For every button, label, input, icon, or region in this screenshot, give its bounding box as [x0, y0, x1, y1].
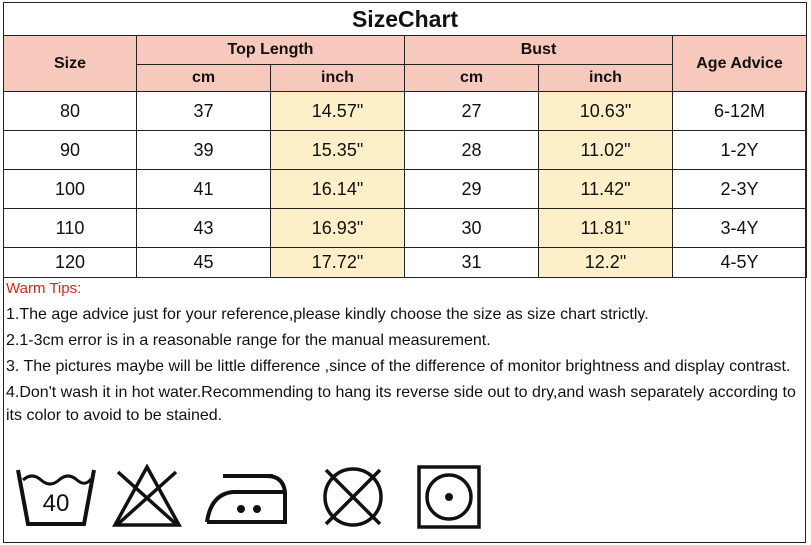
table-row: [4, 209, 807, 248]
care-icons: [0, 458, 811, 538]
tip-item: 2.1-3cm error is in a reasonable range for the manual measurement.: [6, 332, 491, 349]
table-row: [4, 92, 807, 131]
bust-inch-cell: 11.02": [539, 131, 673, 170]
age-cell: 4-5Y: [673, 248, 807, 278]
bust-cm-cell: 30: [405, 209, 539, 248]
top-inch-cell: 17.72": [271, 248, 405, 278]
top-cm-cell: 37: [137, 92, 271, 131]
wash-40-icon: [15, 464, 97, 528]
size-cell: 110: [4, 209, 137, 248]
size-chart-table: [3, 2, 807, 278]
top-cm-cell: 43: [137, 209, 271, 248]
top-inch-cell: 16.93": [271, 209, 405, 248]
top-inch-cell: 14.57": [271, 92, 405, 131]
bust-inch-cell: 11.81": [539, 209, 673, 248]
age-cell: 1-2Y: [673, 131, 807, 170]
bust-cm-cell: 28: [405, 131, 539, 170]
bust-inch-header: inch: [539, 65, 673, 92]
warm-tips-heading: Warm Tips:: [6, 280, 82, 297]
size-cell: 100: [4, 170, 137, 209]
tip-item: 1.The age advice just for your reference,please kindly choose the size as size chart strictly.: [6, 306, 649, 323]
top-inch-header: inch: [271, 65, 405, 92]
age-cell: 3-4Y: [673, 209, 807, 248]
age-cell: 6-12M: [673, 92, 807, 131]
warm-tips: [6, 277, 802, 430]
top-inch-cell: 15.35": [271, 131, 405, 170]
age-cell: 2-3Y: [673, 170, 807, 209]
size-cell: 80: [4, 92, 137, 131]
bust-inch-cell: 10.63": [539, 92, 673, 131]
wash-temp-label: 40: [42, 490, 70, 517]
bust-inch-cell: 11.42": [539, 170, 673, 209]
top-inch-cell: 16.14": [271, 170, 405, 209]
top-cm-cell: 41: [137, 170, 271, 209]
bust-cm-cell: 31: [405, 248, 539, 278]
top-cm-cell: 45: [137, 248, 271, 278]
tip-item: 3. The pictures maybe will be little difference ,since of the difference of monitor brightness and display contrast.: [6, 358, 791, 375]
table-row: [4, 248, 807, 278]
bust-cm-cell: 27: [405, 92, 539, 131]
bust-header: Bust: [405, 36, 673, 65]
do-not-bleach-icon: [112, 464, 182, 528]
do-not-dry-clean-icon: [320, 464, 386, 530]
size-cell: 90: [4, 131, 137, 170]
top-cm-header: cm: [137, 65, 271, 92]
bust-inch-cell: 12.2": [539, 248, 673, 278]
tip-item: 4.Don't wash it in hot water.Recommending to hang its reverse side out to dry,and wash separately according to its color to avoid to be stained.: [6, 384, 796, 424]
chart-title: SizeChart: [4, 3, 807, 36]
size-cell: 120: [4, 248, 137, 278]
tumble-dry-icon: [416, 464, 482, 530]
top-cm-cell: 39: [137, 131, 271, 170]
size-header: Size: [4, 36, 137, 92]
top-length-header: Top Length: [137, 36, 405, 65]
bust-cm-header: cm: [405, 65, 539, 92]
table-row: [4, 131, 807, 170]
iron-medium-icon: [203, 468, 289, 526]
bust-cm-cell: 29: [405, 170, 539, 209]
table-row: [4, 170, 807, 209]
age-advice-header: Age Advice: [673, 36, 807, 92]
